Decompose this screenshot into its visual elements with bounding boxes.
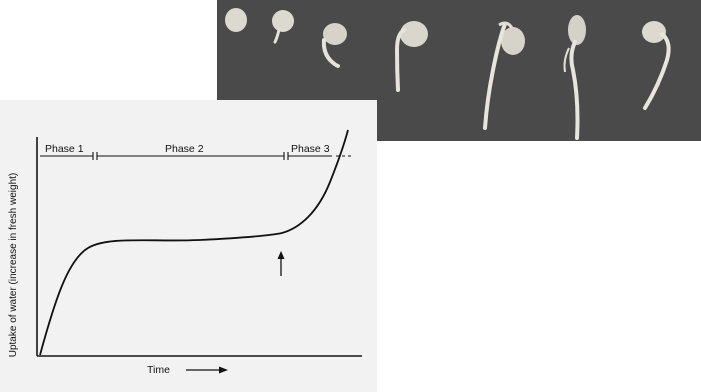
seedling-1	[225, 8, 247, 32]
phase-3-label: Phase 3	[291, 143, 330, 155]
y-axis-label: Uptake of water (increase in fresh weight)	[8, 172, 19, 358]
water-uptake-diagram	[0, 100, 377, 392]
x-axis-label: Time	[147, 364, 170, 376]
phase-1-label: Phase 1	[45, 143, 84, 155]
phase-2-label: Phase 2	[165, 143, 204, 155]
